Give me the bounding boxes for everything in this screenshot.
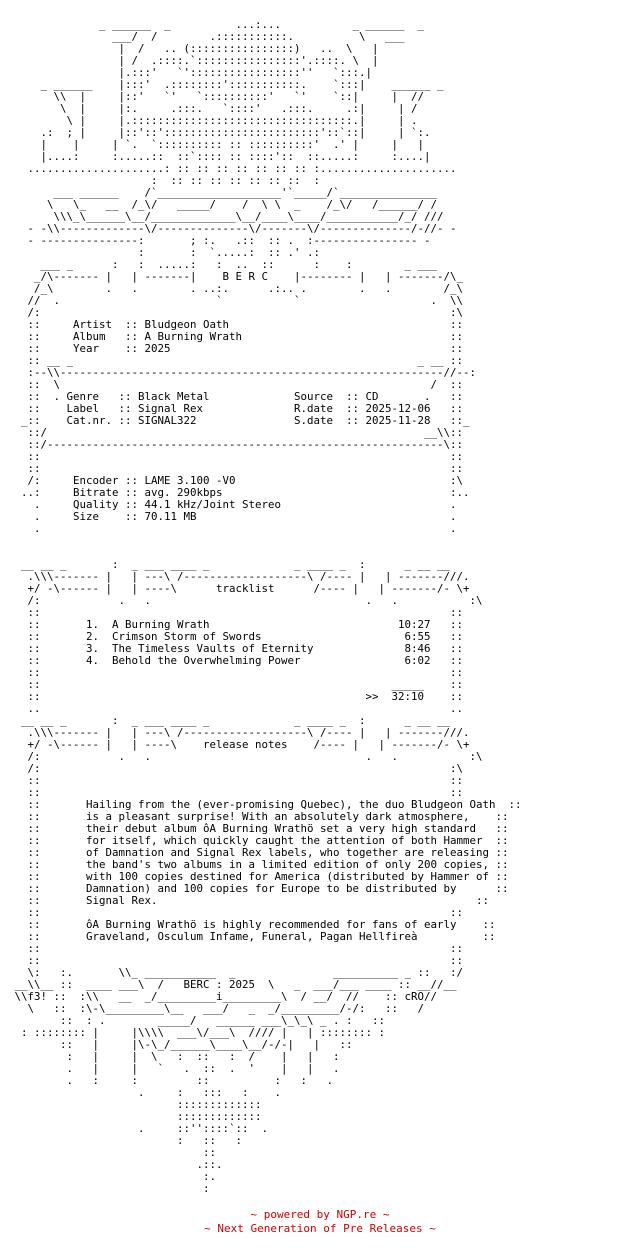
nfo-line: \ :: :\-\_________\__ ___/ _ _/_________/-/: :: / <box>8 1002 425 1015</box>
nfo-line: /: . . . . :\ <box>8 750 483 763</box>
nfo-line: _ ______ _ ...:... _ ______ _ <box>8 18 425 31</box>
nfo-line: __ __ _ : _ ___ ____ _ _ ____ _ : _ __ __ <box>8 714 451 727</box>
nfo-line: ::/-------------------------------------------------------------\:: <box>8 438 464 451</box>
nfo-line: :--\\-----------------------------------------------------------//--: <box>8 366 477 379</box>
nfo-line: __\\__ :: ____ ___\ / BERC : 2025 \ _ ___/___ ____ :: __//__ <box>8 978 457 991</box>
nfo-line: . ::''::::`:: . <box>8 1122 269 1135</box>
nfo-line: _:: Cat.nr. :: SIGNAL322 S.date :: 2025-11-28 ::_ <box>8 414 470 427</box>
nfo-line: : | | \ : :: : / | | : <box>8 1050 340 1063</box>
nfo-line: :: :: <box>8 786 464 799</box>
nfo-line: // . ` ` . \\ <box>8 294 464 307</box>
nfo-line: :: ôA Burning Wrathö is highly recommended for fans of early :: <box>8 918 496 931</box>
nfo-line: +/ -\------ | | ----\ tracklist /---- | | -------/- \+ <box>8 582 470 595</box>
nfo-line: .::. <box>8 1158 223 1171</box>
powered-by-footer[interactable]: ~ powered by NGP.re ~ <box>250 1208 390 1221</box>
nfo-line: :: :: <box>8 606 464 619</box>
nfo-line: /: . . . . :\ <box>8 594 483 607</box>
nfo-line: :: | |\-\_/______\____\__/-/-| | :: <box>8 1038 353 1051</box>
nfo-line: :: of Damnation and Signal Rex labels, who together are releasing :: <box>8 846 509 859</box>
nfo-line: :: \ / :: <box>8 378 464 391</box>
nfo-line: . . <box>8 522 457 535</box>
tagline-footer: ~ Next Generation of Pre Releases ~ <box>204 1222 436 1235</box>
nfo-line: : :: : <box>8 1134 243 1147</box>
nfo-line: \\ | |::' `' `::::::::::' `' `::| | // <box>8 90 425 103</box>
nfo-line: .....................: :: :: :: :: :: :: :: :..................... <box>8 162 457 175</box>
nfo-line: /: :\ <box>8 306 464 319</box>
nfo-line: ::::::::::::: <box>8 1110 262 1123</box>
nfo-line: \ \_ __ /_\/ _____/ / \ \ _ /_\/ /______/ / <box>8 198 438 211</box>
nfo-line: :: 1. A Burning Wrath 10:27 :: <box>8 618 464 631</box>
nfo-line: :: Artist :: Bludgeon Oath :: <box>8 318 464 331</box>
nfo-line: | | | `. `:::::::::: :: ::::::::::' .' | | | <box>8 138 425 151</box>
nfo-line: |.:::' `':::::::::::::::::'' `:::.| <box>8 66 373 79</box>
nfo-line: :: their debut album ôA Burning Wrathö set a very high standard :: <box>8 822 509 835</box>
nfo-line: __ __ _ : _ ___ ____ _ _ ____ _ : _ __ __ <box>8 558 451 571</box>
nfo-line: :: : . _____/ ______ ___\_\_\ _ . : :: <box>8 1014 386 1027</box>
nfo-line: :. <box>8 1170 217 1183</box>
nfo-line: ___ _ : : .....: : .. :: : : _ ___ <box>8 258 438 271</box>
nfo-line: :: __ _ _ __ :: <box>8 354 464 367</box>
nfo-line: .: ; | |::'::'::::::::::::::::::::::::'::`::| | `:. <box>8 126 431 139</box>
nfo-line: ___/ / .:::::::::::. \ ___ <box>8 30 405 43</box>
nfo-line: ..: Bitrate :: avg. 290kbps :.. <box>8 486 470 499</box>
nfo-line: : :: :: :: :: :: :: :: : <box>8 174 321 187</box>
nfo-line: ::::::::::::: <box>8 1098 262 1111</box>
nfo-line: /: Encoder :: LAME 3.100 -V0 :\ <box>8 474 464 487</box>
nfo-line: :: 2. Crimson Storm of Swords 6:55 :: <box>8 630 464 643</box>
nfo-line: :: Hailing from the (ever-promising Quebec), the duo Bludgeon Oath :: <box>8 798 522 811</box>
nfo-line: :: >> 32:10 :: <box>8 690 464 703</box>
nfo-line: : :::::::: | |\\\\ ___\/___\ //// | | :::::::: : <box>8 1026 386 1039</box>
nfo-line: :: 4. Behold the Overwhelming Power 6:02 :: <box>8 654 464 667</box>
nfo-line: .\\\------- | | ---\ /-------------------\ /---- | | -------///. <box>8 726 470 739</box>
nfo-line: .\\\------- | | ---\ /-------------------\ /---- | | -------///. <box>8 570 470 583</box>
nfo-line: : <box>8 1182 210 1195</box>
nfo-line: :: Graveland, Osculum Infame, Funeral, Pagan Hellfireà :: <box>8 930 496 943</box>
nfo-line: :: Year :: 2025 :: <box>8 342 464 355</box>
nfo-line: :: is a pleasant surprise! With an absolutely dark atmosphere, :: <box>8 810 509 823</box>
nfo-line: :: for itself, which quickly caught the attention of both Hammer :: <box>8 834 509 847</box>
nfo-line: \\f3! :: :\\ __ _/_________i_________\ / __/ // :: cRO// <box>8 990 438 1003</box>
nfo-line: . : : :: : : . <box>8 1074 334 1087</box>
nfo-line: - -\\-------------\/--------------\/-------\/--------------/-//- - <box>8 222 457 235</box>
nfo-line: .. .. <box>8 702 464 715</box>
nfo-line: :: :: <box>8 666 464 679</box>
nfo-line: . : ::: : . <box>8 1086 282 1099</box>
nfo-line: :: Damnation) and 100 copies for Europe to be distributed by :: <box>8 882 509 895</box>
nfo-line: \ | |:. .:::. `::::' .:::. .:| | / <box>8 102 418 115</box>
nfo-line: \\\_\______\__/_____________\__/____\____/___________/_/ /// <box>8 210 444 223</box>
nfo-line: /_\ . . . ..:. .:.. . . . /_\ <box>8 282 464 295</box>
nfo-line: \ | |.::::::::::::::::::::::::::::::::::.| | . <box>8 114 418 127</box>
nfo-line: /: :\ <box>8 762 464 775</box>
nfo-line: +/ -\------ | | ----\ release notes /---- | | -------/- \+ <box>8 738 470 751</box>
nfo-line: . | | ` . :: . ' | | . <box>8 1062 340 1075</box>
nfo-line: . Size :: 70.11 MB . <box>8 510 457 523</box>
nfo-line: : : `.....: :: .' .: <box>8 246 321 259</box>
nfo-line: :: <box>8 1146 217 1159</box>
nfo-line: :: 3. The Timeless Vaults of Eternity 8:46 :: <box>8 642 464 655</box>
nfo-line: :: :: <box>8 462 464 475</box>
nfo-line: :: with 100 copies destined for America (distributed by Hammer of :: <box>8 870 509 883</box>
nfo-line: \: :. \\_ ___________ _ __________ _ :: :/ <box>8 966 464 979</box>
nfo-text-block <box>8 19 522 1195</box>
nfo-line: :: :: <box>8 450 464 463</box>
nfo-line: :: Album :: A Burning Wrath :: <box>8 330 464 343</box>
nfo-line: :: :: <box>8 906 464 919</box>
nfo-line: | / .. (::::::::::::::::) .. \ | <box>8 42 379 55</box>
nfo-line: :: :: <box>8 942 464 955</box>
nfo-line: :: the band's two albums in a limited edition of only 200 copies, :: <box>8 858 509 871</box>
nfo-line: ::/ __\\:: <box>8 426 464 439</box>
nfo-line: :: :: <box>8 954 464 967</box>
nfo-line: _ ______ |:::' .::::::::':::::::::::. `:::| ______ _ <box>8 78 444 91</box>
nfo-line: :: . Genre :: Black Metal Source :: CD . :: <box>8 390 464 403</box>
nfo-line: :: Signal Rex. :: <box>8 894 490 907</box>
nfo-line: | / .::::.`::::::::::::::::'.::::. \ | <box>8 54 379 67</box>
nfo-line: . Quality :: 44.1 kHz/Joint Stereo . <box>8 498 457 511</box>
nfo-line: :: Label :: Signal Rex R.date :: 2025-12-06 :: <box>8 402 464 415</box>
nfo-line: |....: :.....:: ::`:::: :: ::::':: ::.....: :....| <box>8 150 431 163</box>
nfo-line: - ---------------: ; :. .:: :: . :---------------- - <box>8 234 431 247</box>
nfo-line: _/\------- | | -------| B E R C |-------- | | -------/\_ <box>8 270 464 283</box>
nfo-line: :: _____ :: <box>8 678 464 691</box>
nfo-line: ___ ______ /`___________________'`_____/`_______________ <box>8 186 438 199</box>
nfo-line: :: :: <box>8 774 464 787</box>
